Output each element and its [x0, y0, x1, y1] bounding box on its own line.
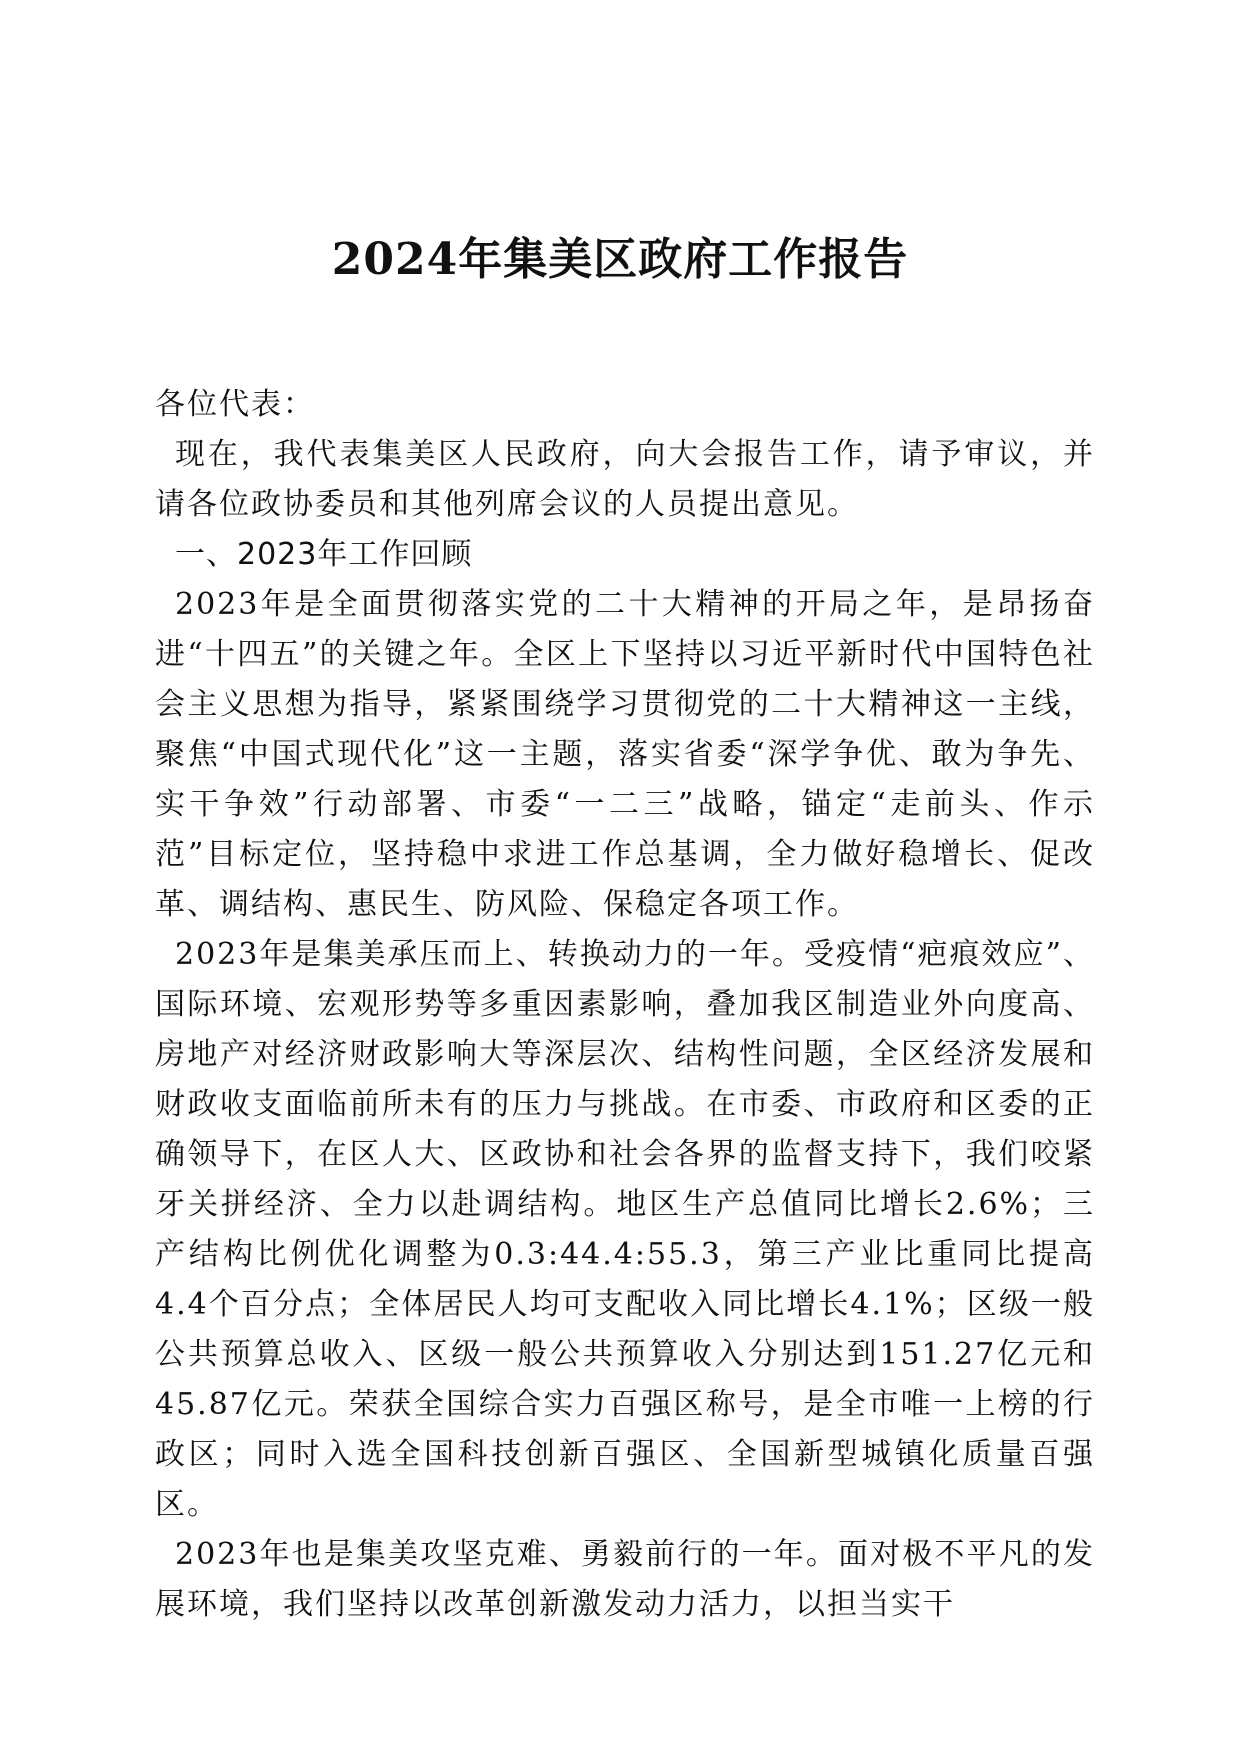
salutation: 各位代表： — [155, 387, 315, 422]
document-title: 2024年集美区政府工作报告 — [331, 234, 909, 285]
body-paragraph: 2023年是集美承压而上、转换动力的一年。受疫情“疤痕效应”、国际环境、宏观形势等多重因素影响，叠加我区制造业外向度高、房地产对经济财政影响大等深层次、结构性问题，全区经济发展和财政收支面临前所未有的压力与挑战。在市委、市政府和区委的正确领导下，在区人大、区政协和社会各界的监督支持下，我们咬紧牙关拼经济、全力以赴调结构。地区生产总值同比增长2.6%；三产结构比例优化调整为0.3:44.4:55.3，第三产业比重同比提高4.4个百分点；全体居民人均可支配收入同比增长4.1%；区级一般公共预算总收入、区级一般公共预算收入分别达到151.27亿元和45.87亿元。荣获全国综合实力百强区称号，是全市唯一上榜的行政区；同时入选全国科技创新百强区、全国新型城镇化质量百强区。 — [155, 937, 1095, 1522]
section-heading: 一、2023年工作回顾 — [175, 537, 473, 572]
body-paragraph: 2023年也是集美攻坚克难、勇毅前行的一年。面对极不平凡的发展环境，我们坚持以改革创新激发动力活力，以担当实干 — [155, 1537, 1095, 1622]
document-body — [155, 380, 1095, 1630]
opening-paragraph: 现在，我代表集美区人民政府，向大会报告工作，请予审议，并请各位政协委员和其他列席会议的人员提出意见。 — [155, 437, 1095, 522]
body-paragraph: 2023年是全面贯彻落实党的二十大精神的开局之年，是昂扬奋进“十四五”的关键之年。全区上下坚持以习近平新时代中国特色社会主义思想为指导，紧紧围绕学习贯彻党的二十大精神这一主线，聚焦“中国式现代化”这一主题，落实省委“深学争优、敢为争先、实干争效”行动部署、市委“一二三”战略，锚定“走前头、作示范”目标定位，坚持稳中求进工作总基调，全力做好稳增长、促改革、调结构、惠民生、防风险、保稳定各项工作。 — [155, 587, 1095, 922]
